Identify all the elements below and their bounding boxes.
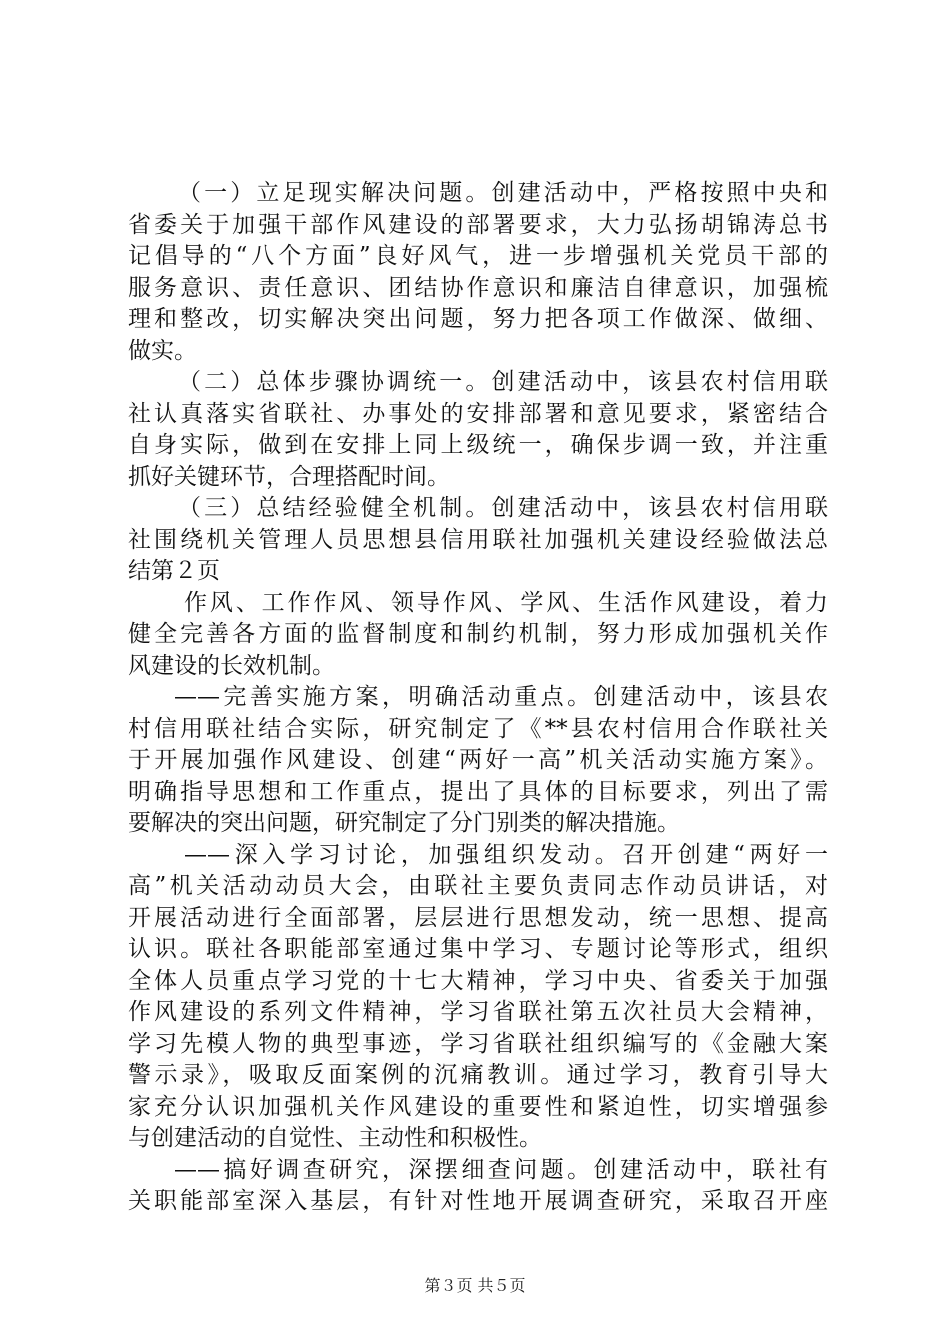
- text-line: ——深入学习讨论，加强组织发动。召开创建“两好一: [184, 841, 828, 868]
- text-line: ——完善实施方案，明确活动重点。创建活动中，该县农: [174, 684, 828, 710]
- text-line: 自身实际，做到在安排上同上级统一，确保步调一致，并注重: [128, 432, 828, 458]
- page-footer: 第３页 共５页: [424, 1276, 526, 1295]
- text-line: 服务意识、责任意识、团结协作意识和廉洁自律意识，加强梳: [128, 274, 828, 301]
- text-line: 关职能部室深入基层，有针对性地开展调查研究，采取召开座: [128, 1188, 828, 1214]
- text-line: （一）立足现实解决问题。创建活动中，严格按照中央和: [178, 180, 828, 206]
- text-line: 社认真落实省联社、办事处的安排部署和意见要求，紧密结合: [128, 400, 828, 427]
- text-line: 警示录》，吸取反面案例的沉痛教训。通过学习，教育引导大: [128, 1062, 828, 1088]
- text-line: 开展活动进行全面部署，层层进行思想发动，统一思想、提高: [128, 904, 828, 931]
- text-line: 记倡导的“八个方面”良好风气，进一步增强机关党员干部的: [128, 243, 828, 269]
- text-line: ——搞好调查研究，深摆细查问题。创建活动中，联社有: [174, 1156, 828, 1183]
- text-line: 村信用联社结合实际，研究制定了《**县农村信用合作联社关: [128, 715, 828, 742]
- text-line: 理和整改，切实解决突出问题，努力把各项工作做深、做细、: [128, 306, 828, 332]
- text-line: 社围绕机关管理人员思想县信用联社加强机关建设经验做法总: [128, 526, 828, 553]
- text-line: （三）总结经验健全机制。创建活动中，该县农村信用联: [178, 495, 828, 521]
- text-line: 学习先模人物的典型事迹，学习省联社组织编写的《金融大案: [128, 1030, 828, 1057]
- text-line: 健全完善各方面的监督制度和制约机制，努力形成加强机关作: [128, 621, 828, 647]
- text-line: 作风建设的系列文件精神，学习省联社第五次社员大会精神，: [128, 999, 828, 1025]
- text-line: 与创建活动的自觉性、主动性和积极性。: [128, 1125, 542, 1151]
- text-line: 于开展加强作风建设、创建“两好一高”机关活动实施方案》。: [128, 747, 828, 773]
- text-line: 认识。联社各职能部室通过集中学习、专题讨论等形式，组织: [128, 936, 828, 962]
- text-line: 全体人员重点学习党的十七大精神，学习中央、省委关于加强: [128, 967, 828, 994]
- text-line: 要解决的突出问题，研究制定了分门别类的解决措施。: [128, 810, 680, 836]
- text-line: 结第２页: [128, 558, 220, 584]
- text-line: 省委关于加强干部作风建设的部署要求，大力弘扬胡锦涛总书: [128, 211, 828, 238]
- text-line: 高”机关活动动员大会，由联社主要负责同志作动员讲话，对: [128, 873, 828, 899]
- text-line: 明确指导思想和工作重点，提出了具体的目标要求，列出了需: [128, 778, 828, 805]
- text-line: 家充分认识加强机关作风建设的重要性和紧迫性，切实增强参: [128, 1093, 828, 1120]
- text-line: （二）总体步骤协调统一。创建活动中，该县农村信用联: [178, 369, 828, 395]
- text-line: 抓好关键环节，合理搭配时间。: [128, 463, 450, 490]
- text-line: 做实。: [128, 337, 197, 364]
- text-line: 作风、工作作风、领导作风、学风、生活作风建设，着力: [184, 589, 828, 616]
- text-line: 风建设的长效机制。: [128, 652, 335, 679]
- body-text: [128, 178, 828, 1218]
